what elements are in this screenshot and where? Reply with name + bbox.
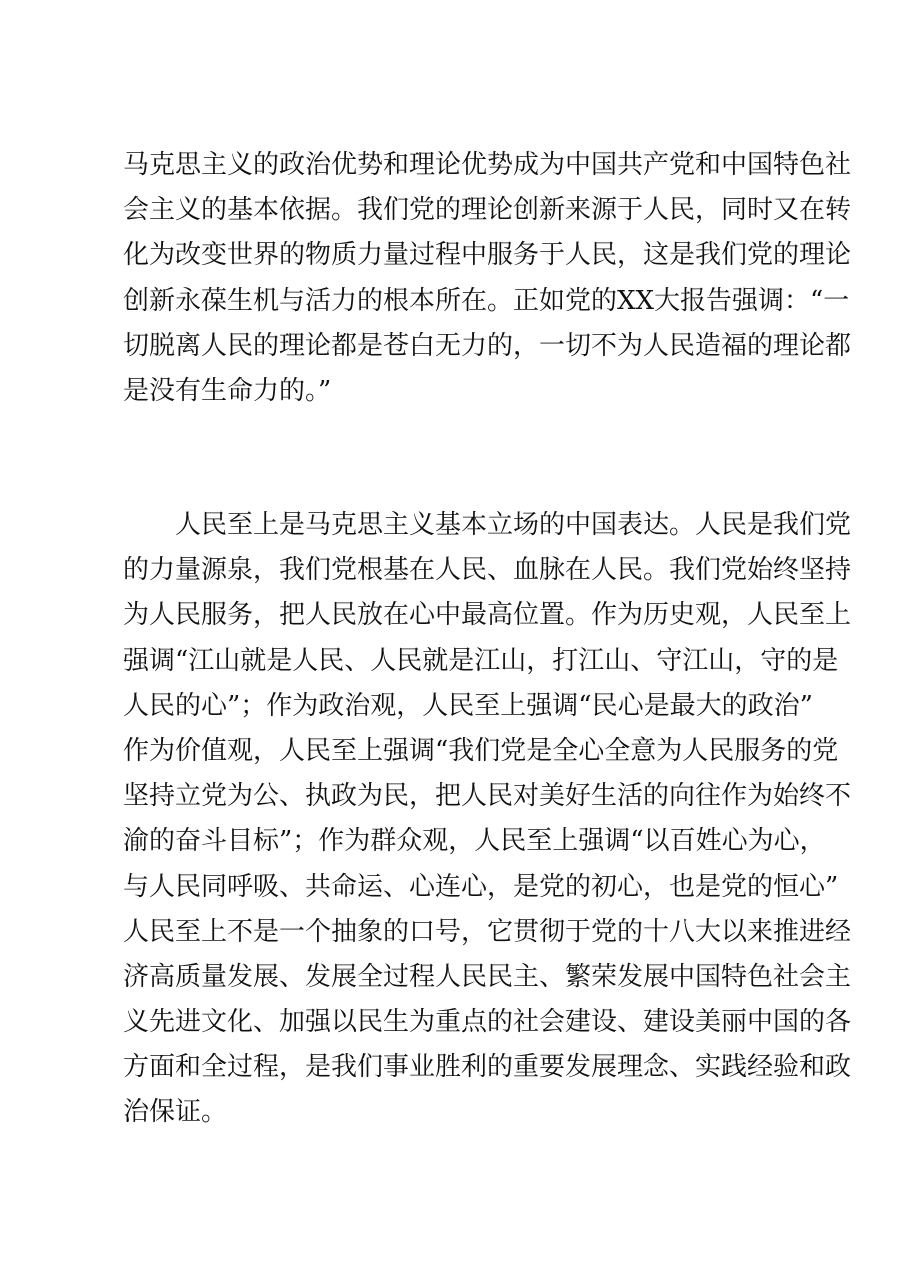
paragraph-line: 与人民同呼吸、共命运、心连心，是党的初心，也是党的恒心” <box>123 871 839 902</box>
paragraph-line: 人民的心”；作为政治观，人民至上强调“民心是最大的政治” <box>123 690 813 721</box>
paragraph-line: 的力量源泉，我们党根基在人民、血脉在人民。我们党始终坚持 <box>123 555 852 586</box>
paragraph-line: 会主义的基本依据。我们党的理论创新来源于人民，同时又在转 <box>123 195 852 226</box>
paragraph-line: 作为价值观，人民至上强调“我们党是全心全意为人民服务的党 <box>123 735 839 766</box>
paragraph-line: 是没有生命力的。” <box>123 375 332 406</box>
paragraph-line: 化为改变世界的物质力量过程中服务于人民，这是我们党的理论 <box>123 240 852 271</box>
paragraph-line: 强调“江山就是人民、人民就是江山，打江山、守江山，守的是 <box>123 645 839 676</box>
paragraph-line: 方面和全过程，是我们事业胜利的重要发展理念、实践经验和政 <box>123 1052 852 1083</box>
paragraph-line: 人民至上不是一个抽象的口号，它贯彻于党的十八大以来推进经 <box>123 916 852 947</box>
paragraph-line: 创新永葆生机与活力的根本所在。正如党的XX大报告强调：“一 <box>123 285 850 316</box>
paragraph-line: 人民至上是马克思主义基本立场的中国表达。人民是我们党 <box>175 510 852 540</box>
paragraph-line: 治保证。 <box>123 1097 228 1128</box>
paragraph-line: 切脱离人民的理论都是苍白无力的，一切不为人民造福的理论都 <box>123 330 852 361</box>
paragraph-1 <box>123 143 852 414</box>
paragraph-line: 为人民服务，把人民放在心中最高位置。作为历史观，人民至上 <box>123 600 852 631</box>
paragraph-line: 济高质量发展、发展全过程人民民主、繁荣发展中国特色社会主 <box>123 961 852 992</box>
paragraph-2 <box>123 503 852 1136</box>
paragraph-line: 义先进文化、加强以民生为重点的社会建设、建设美丽中国的各 <box>123 1007 852 1038</box>
paragraph-line: 坚持立党为公、执政为民，把人民对美好生活的向往作为始终不 <box>123 781 852 812</box>
paragraph-line: 渝的奋斗目标”；作为群众观，人民至上强调“以百姓心为心， <box>123 826 826 857</box>
paragraph-line: 马克思主义的政治优势和理论优势成为中国共产党和中国特色社 <box>123 150 852 180</box>
